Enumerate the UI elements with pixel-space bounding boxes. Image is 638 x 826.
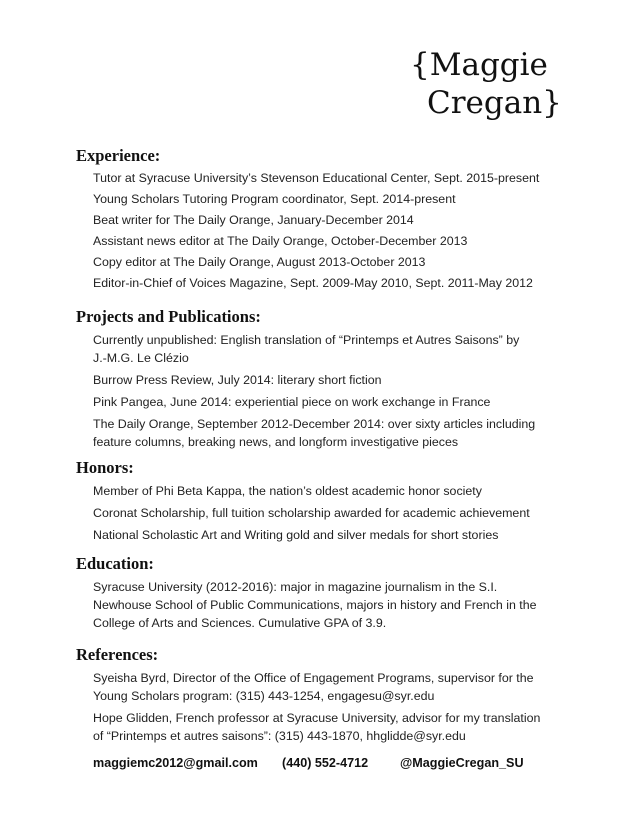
projects-heading: Projects and Publications:: [76, 307, 261, 326]
name-line-last: Cregan}: [427, 85, 562, 121]
experience-item: Young Scholars Tutoring Program coordinator, Sept. 2014-present: [93, 192, 456, 206]
education-heading: Education:: [76, 554, 154, 573]
honor-item: Coronat Scholarship, full tuition scholarship awarded for academic achievement: [93, 506, 530, 520]
projects-section: [76, 307, 566, 451]
honor-item: National Scholastic Art and Writing gold and silver medals for short stories: [93, 528, 499, 542]
honors-heading: Honors:: [76, 458, 134, 477]
experience-item: Editor-in-Chief of Voices Magazine, Sept. 2009-May 2010, Sept. 2011-May 2012: [93, 276, 533, 290]
resume-name: [410, 46, 562, 122]
education-section: [76, 554, 566, 632]
reference-item: Syeisha Byrd, Director of the Office of Engagement Programs, supervisor for the Young Scholars program: (315) 443-1254, engagesu@syr.edu: [93, 671, 534, 703]
name-line-first: {Maggie: [410, 47, 548, 83]
references-heading: References:: [76, 645, 159, 664]
experience-section: [76, 146, 566, 292]
experience-item: Assistant news editor at The Daily Orange, October-December 2013: [93, 234, 468, 248]
contact-phone: (440) 552-4712: [282, 756, 369, 770]
project-item: Burrow Press Review, July 2014: literary short fiction: [93, 373, 382, 387]
experience-heading: Experience:: [76, 146, 161, 165]
experience-item: Copy editor at The Daily Orange, August 2013-October 2013: [93, 255, 426, 269]
contact-social-handle: @MaggieCregan_SU: [400, 756, 524, 770]
education-item: Syracuse University (2012-2016): major in magazine journalism in the S.I. Newhouse School of Public Communications, majors in history and French in the College of Arts and Sciences. Cumulative GPA of 3.9.: [93, 580, 537, 630]
reference-item: Hope Glidden, French professor at Syracuse University, advisor for my translation of “Printemps et autres saisons”: (315) 443-1870, hhglidde@syr.edu: [93, 711, 541, 743]
references-section: [76, 645, 566, 745]
experience-item: Beat writer for The Daily Orange, January-December 2014: [93, 213, 414, 227]
project-item: The Daily Orange, September 2012-December 2014: over sixty articles including feature columns, breaking news, and longform investigative pieces: [93, 417, 536, 449]
project-item: Currently unpublished: English translation of “Printemps et Autres Saisons” by J.-M.G. Le Clézio: [93, 333, 520, 365]
honors-section: [76, 458, 566, 544]
contact-email: maggiemc2012@gmail.com: [93, 756, 258, 770]
honor-item: Member of Phi Beta Kappa, the nation’s oldest academic honor society: [93, 484, 482, 498]
contact-footer: [93, 754, 524, 772]
project-item: Pink Pangea, June 2014: experiential piece on work exchange in France: [93, 395, 491, 409]
experience-item: Tutor at Syracuse University’s Stevenson Educational Center, Sept. 2015-present: [93, 171, 540, 185]
